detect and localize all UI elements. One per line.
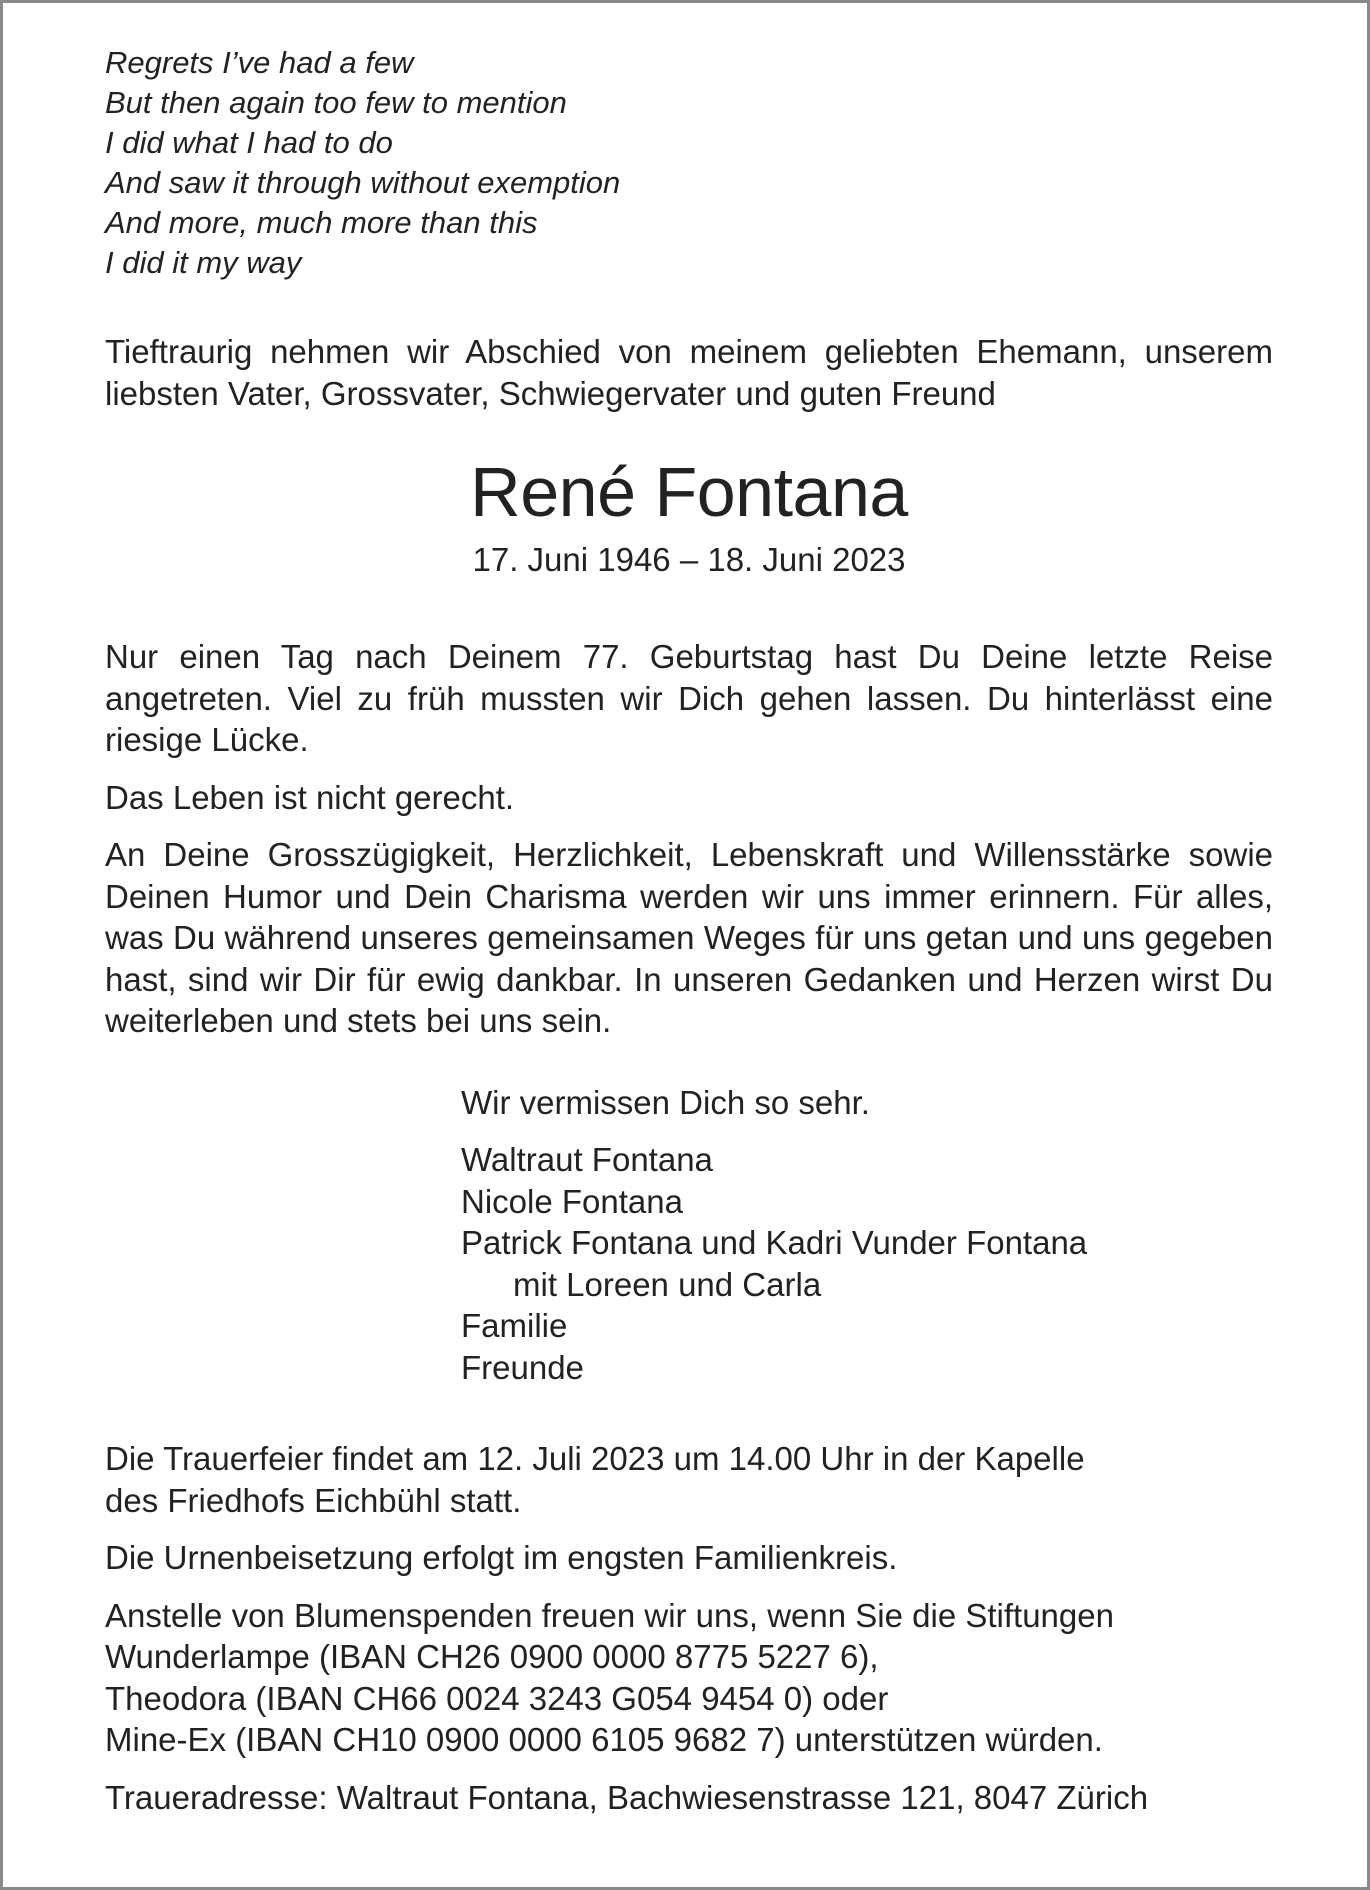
intro-paragraph: Tieftraurig nehmen wir Abschied von meinem geliebten Ehemann, unserem liebsten Vater, Grossvater, Schwiegervater und guten Freund: [105, 333, 1273, 412]
body-paragraph: An Deine Grosszügigkeit, Herzlichkeit, Lebenskraft und Willensstärke sowie Deinen Humor und Dein Charisma werden wir uns immer erinnern. Für alles, was Du während unseres gemeinsamen Weges für uns getan und uns gegeben hast, sind wir Dir für ewig dankbar. In unseren Gedanken und Herzen wirst Du weiterleben und stets bei uns sein.: [105, 836, 1273, 1039]
donation-line: Theodora (IBAN CH66 0024 3243 G054 9454 0) oder: [105, 1679, 889, 1717]
mourner-name: Freunde: [461, 1348, 584, 1386]
quote-line: Regrets I’ve had a few: [105, 45, 414, 80]
mourner-name: Patrick Fontana und Kadri Vunder Fontana: [461, 1224, 1088, 1261]
donation-line: Anstelle von Blumenspenden freuen wir uns, wenn Sie die Stiftungen: [105, 1596, 1114, 1634]
deceased-name: René Fontana: [470, 453, 908, 531]
body-paragraph: Nur einen Tag nach Deinem 77. Geburtstag hast Du Deine letzte Reise angetreten. Viel zu früh mussten wir Dich gehen lassen. Du hinterlässt eine riesige Lücke.: [105, 638, 1273, 758]
song-quote: [105, 43, 1273, 283]
quote-line: I did what I had to do: [105, 125, 393, 160]
signoff-block: [461, 1082, 1273, 1389]
mourner-name: mit Loreen und Carla: [513, 1265, 822, 1303]
mourner-name: Nicole Fontana: [461, 1182, 683, 1220]
funeral-info: [105, 1438, 1273, 1521]
urn-info: Die Urnenbeisetzung erfolgt im engsten Familienkreis.: [105, 1539, 898, 1576]
life-dates: 17. Juni 1946 – 18. Juni 2023: [472, 541, 906, 578]
funeral-info-line: Die Trauerfeier findet am 12. Juli 2023 um 14.00 Uhr in der Kapelle: [105, 1440, 1085, 1477]
mourner-name: Waltraut Fontana: [461, 1141, 713, 1178]
donation-line: Wunderlampe (IBAN CH26 0900 0000 8775 5227 6),: [105, 1638, 879, 1675]
quote-line: But then again too few to mention: [105, 85, 567, 120]
quote-line: I did it my way: [105, 245, 302, 280]
donation-line: Mine-Ex (IBAN CH10 0900 0000 6105 9682 7) unterstützen würden.: [105, 1721, 1103, 1758]
quote-line: And saw it through without exemption: [105, 165, 621, 200]
mourning-address: Traueradresse: Waltraut Fontana, Bachwiesenstrasse 121, 8047 Zürich: [105, 1778, 1149, 1816]
donation-info: [105, 1595, 1273, 1761]
quote-line: And more, much more than this: [105, 205, 538, 240]
body-paragraph: Das Leben ist nicht gerecht.: [105, 778, 515, 816]
mourner-name: Familie: [461, 1307, 568, 1344]
funeral-info-line: des Friedhofs Eichbühl statt.: [105, 1481, 522, 1519]
signoff-message: Wir vermissen Dich so sehr.: [461, 1083, 870, 1121]
notice-content: [105, 43, 1273, 1818]
